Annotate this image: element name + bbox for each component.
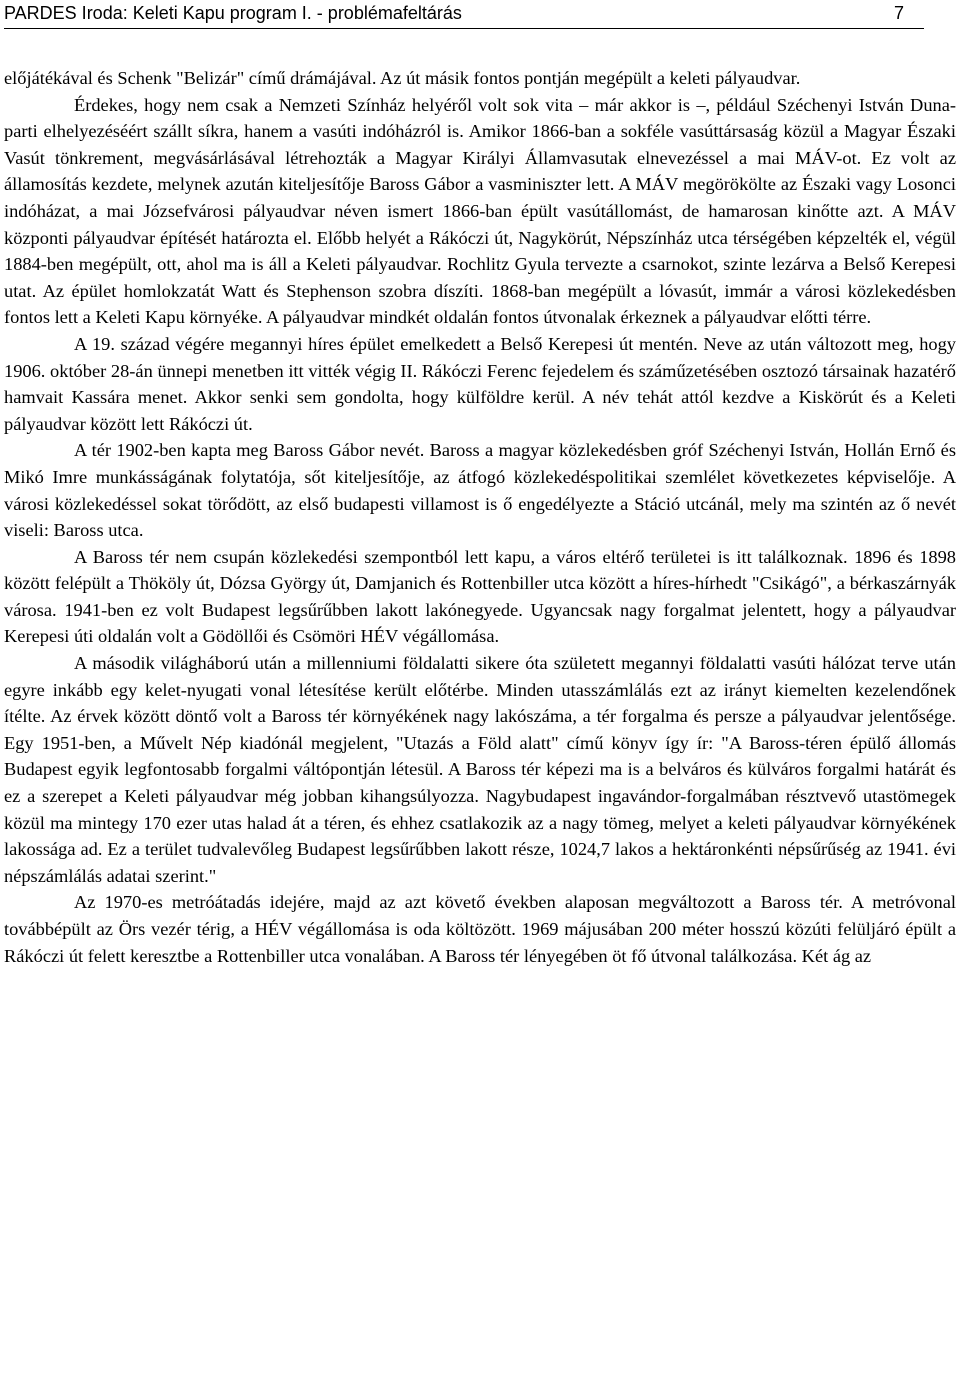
paragraph-continuation: előjátékával és Schenk "Belizár" című drámájával. Az út másik fontos pontján megépült a keleti pályaudvar. (4, 68, 801, 88)
page-header (4, 0, 922, 26)
paragraph-baross-gabor: A tér 1902-ben kapta meg Baross Gábor nevét. Baross a magyar közlekedésben gróf Széchenyi István, Hollán Ernő és Mikó Imre munkásságának folytatója, sőt kiteljesítője, az átfogó közlekedéspolitikai szemlélet következetes képviselője. A városi közlekedéssel sokat törődött, az első budapesti villamost is ő engedélyezte a Stáció utcánál, mely ma szintén az ő nevét viseli: Baross utca. (4, 440, 956, 541)
header-rule (4, 28, 924, 29)
paragraph-indohaz: Érdekes, hogy nem csak a Nemzeti Színház helyéről volt sok vita – már akkor is –, például Széchenyi István Duna-parti elhelyezéséért szállt síkra, hanem a vasúti indóházról is. Amikor 1866-ban a sokféle vasúttársaság közül a Magyar Északi Vasút tönkrement, megvásárlásával létrehozták a Magyar Királyi Államvasutak elnevezéssel a mai MÁV-ot. Ez volt az államosítás kezdete, melynek azután kiteljesítője Baross Gábor a vasminiszter lett. A MÁV megörökölte az Északi vagy Losonci indóházat, a mai Józsefvárosi pályaudvar néven ismert 1866-ban épült vasútállomást, de hamarosan kinőtte azt. A MÁV központi pályaudvar építését határozta el. Előbb helyét a Rákóczi út, Nagykörút, Népszínház utca térségében képzelték el, végül 1884-ben megépült, ott, ahol ma is áll a Keleti pályaudvar. Rochlitz Gyula tervezte a csarnokot, szinte lezárva a Belső Kerepesi utat. Az épület homlokzatát Watt és Stephenson szobra díszíti. 1868-ban megépült a lóvasút, immár a városi közlekedésben fontos lett a Keleti Kapu környéke. A pályaudvar mindkét oldalán fontos útvonalak érkeznek a pályaudvar előtti térre. (4, 94, 956, 328)
document-title: PARDES Iroda: Keleti Kapu program I. - problémafeltárás (4, 3, 462, 23)
paragraph-baross-ter-kapu: A Baross tér nem csupán közlekedési szempontból lett kapu, a város eltérő területei is itt találkoznak. 1896 és 1898 között felépült a Thököly út, Dózsa György út, Damjanich és Rottenbiller utca között a híres-hírhedt "Csikágó", a bérkaszárnyák városa. 1941-ben ez volt Budapest legsűrűbben lakott lakónegyede. Ugyancsak nagy forgalmat jelentett, hogy a pályaudvar Kerepesi úti oldalán volt a Gödöllői és Csömöri HÉV végállomása. (4, 546, 956, 647)
paragraph-foldalatti: A második világháború után a millenniumi földalatti sikere óta született megannyi földalatti vasúti hálózat terve után egyre inkább egy kelet-nyugati vonal létesítése került előtérbe. Minden utasszámlálás ezt az irányt kiemelten kezelendőnek ítélte. Az érvek között döntő volt a Baross tér környékének nagy lakószáma, a tér forgalma és persze a pályaudvar jelentősége. Egy 1951-ben, a Művelt Nép kiadónál megjelent, "Utazás a Föld alatt" című könyv így ír: "A Baross-téren épülő állomás Budapest egyik legfontosabb forgalmi váltópontján létesül. A Baross tér képezi ma is a belváros és külváros forgalmi határát és ez a szerepet a Keleti pályaudvar még jobban kihangsúlyozza. Nagybudapest ingavándor-forgalmában résztvevő utastömegek közül ma mintegy 170 ezer utas halad át a téren, és ehhez csatlakozik az a nagy tömeg, melyet a keleti pályaudvar környékének lakossága ad. Ez a terület tudvalevőleg Budapest legsűrűbben lakott része, 1024,7 lakos a hektáronkénti népsűrűség az 1941. évi népszámlálás adatai szerint." (4, 653, 956, 886)
paragraph-rakoczi-ut: A 19. század végére megannyi híres épület emelkedett a Belső Kerepesi út mentén. Neve az után változott meg, hogy 1906. október 28-án ünnepi menetben itt vitték végig II. Rákóczi Ferenc fejedelem és száműzetésében osztozó társainak hazatérő hamvait Kassára menet. Akkor senki sem gondolta, hogy külföldre kerül. A név tehát attól kezdve a Kiskörút és a Keleti pályaudvar között lett Rákóczi út. (4, 333, 956, 434)
document-body (4, 65, 956, 969)
page-number: 7 (893, 3, 904, 23)
paragraph-metro: Az 1970-es metróátadás idejére, majd az azt követő években alaposan megváltozott a Baross tér. A metróvonal továbbépült az Örs vezér térig, a HÉV végállomása is oda költözött. 1969 májusában 200 méter hosszú közúti felüljáró épült a Rákóczi út felett keresztbe a Rottenbiller utca vonalában. A Baross tér lényegében öt fő útvonal találkozása. Két ág az (4, 892, 956, 966)
